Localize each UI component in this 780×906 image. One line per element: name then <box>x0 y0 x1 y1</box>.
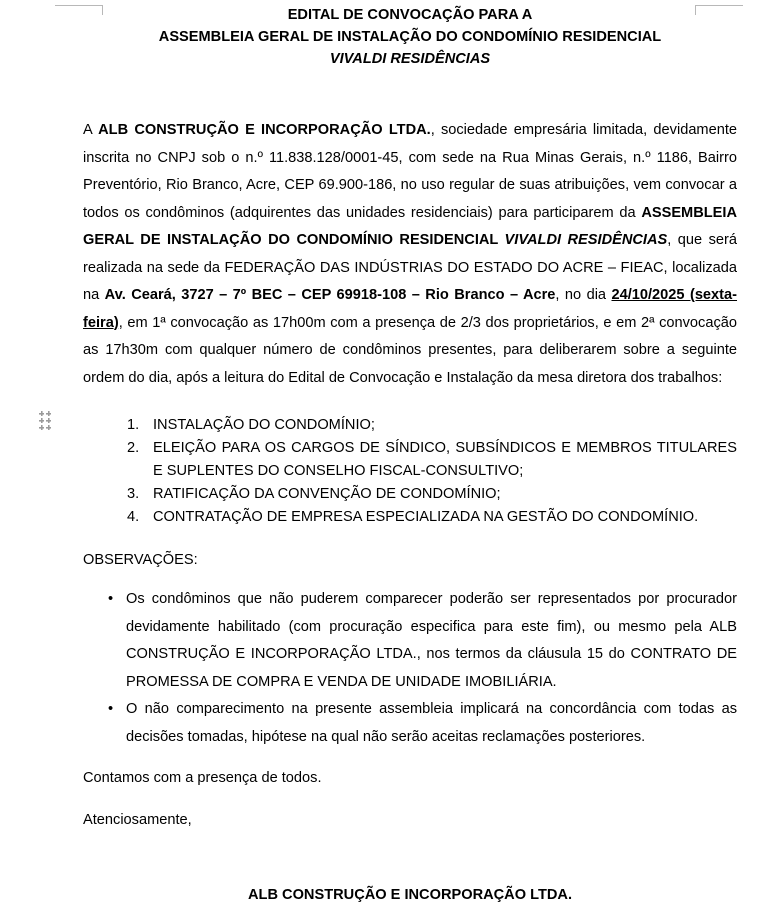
drag-handle-icon[interactable] <box>39 411 51 430</box>
list-item-number: 2. <box>127 440 140 456</box>
drag-handle-dot <box>46 411 51 416</box>
title-body-spacer <box>83 70 737 117</box>
intro-list-spacer <box>83 392 737 414</box>
list-item <box>83 586 737 696</box>
list-item-label: Os condôminos que não puderem comparecer poderão ser representados por procurador devidamente habilitado (com procuração especifica para este fim), ou mesmo pela ALB CONSTRUÇÃO E INCORPORAÇÃO LTDA., nos termos da cláusula 15 do CONTRATO DE PROMESSA DE COMPRA E VENDA DE UNIDADE IMOBILIÁRIA. <box>126 591 737 690</box>
intro-paragraph <box>83 117 737 392</box>
closing-spacer <box>83 793 737 807</box>
intro-text-1: A <box>83 122 99 138</box>
company-name-bold: ALB CONSTRUÇÃO E INCORPORAÇÃO LTDA. <box>98 122 431 138</box>
bullet-icon: • <box>108 591 114 607</box>
signature-spacer <box>83 834 737 884</box>
list-observations-spacer <box>83 529 737 549</box>
list-item-number: 4. <box>127 509 140 525</box>
intro-text-3: , que será realizada na sede da FEDERAÇÃO DAS INDÚSTRIAS DO ESTADO DO ACRE – FIEAC, localizada na <box>83 232 737 303</box>
drag-handle-dot <box>39 418 44 423</box>
assembly-name-bold: ASSEMBLEIA GERAL DE INSTALAÇÃO DO CONDOMÍNIO RESIDENCIAL <box>83 204 737 248</box>
list-item-label: CONTRATAÇÃO DE EMPRESA ESPECIALIZADA NA GESTÃO DO CONDOMÍNIO. <box>153 509 699 525</box>
drag-handle-dot <box>46 425 51 430</box>
observations-heading: OBSERVAÇÕES: <box>83 552 198 568</box>
meeting-date-bold-underline: 24/10/2025 (sexta-feira) <box>83 287 738 331</box>
document-body <box>83 0 737 906</box>
bullet-icon: • <box>108 701 114 717</box>
ordem-do-dia-list <box>83 414 737 529</box>
list-item-label: ELEIÇÃO PARA OS CARGOS DE SÍNDICO, SUBSÍNDICOS E MEMBROS TITULARES E SUPLENTES DO CONSELHO FISCAL-CONSULTIVO; <box>153 440 737 479</box>
intro-text-4: , no dia <box>555 287 612 303</box>
observations-closing-spacer <box>83 751 737 765</box>
drag-handle-dot <box>46 418 51 423</box>
list-item-number: 3. <box>127 486 140 502</box>
title-line-2: ASSEMBLEIA GERAL DE INSTALAÇÃO DO CONDOMÍNIO RESIDENCIAL <box>158 29 662 45</box>
list-item-label: O não comparecimento na presente assembleia implicará na concordância com todas as decisões tomadas, hipótese na qual não serão aceitas reclamações posteriores. <box>126 701 737 745</box>
title-line-1: EDITAL DE CONVOCAÇÃO PARA A <box>287 7 533 23</box>
intro-text-5: , em 1ª convocação as 17h00m com a presença de 2/3 dos proprietários, e em 2ª convocação as 17h30m com qualquer número de condôminos presentes, para deliberarem sobre a seguinte ordem do dia, após a leitura do Edital de Convocação e Instalação da mesa diretora dos trabalhos: <box>83 314 737 386</box>
list-item-number: 1. <box>127 417 140 433</box>
closing-line-salutation: Atenciosamente, <box>83 811 192 828</box>
list-item <box>83 506 737 529</box>
list-item-label: INSTALAÇÃO DO CONDOMÍNIO; <box>153 417 375 433</box>
observations-list <box>83 586 737 751</box>
document-title-block <box>83 0 737 70</box>
observations-heading-spacer <box>83 572 737 586</box>
drag-handle-dot <box>39 411 44 416</box>
title-line-3-condominium-name: VIVALDI RESIDÊNCIAS <box>329 51 491 67</box>
signature-company-name: ALB CONSTRUÇÃO E INCORPORAÇÃO LTDA. <box>247 887 573 903</box>
closing-line-attendance: Contamos com a presença de todos. <box>83 770 322 786</box>
list-item <box>83 483 737 506</box>
list-item-label: RATIFICAÇÃO DA CONVENÇÃO DE CONDOMÍNIO; <box>153 486 501 502</box>
drag-handle-dot <box>39 425 44 430</box>
list-item <box>83 696 737 751</box>
condominium-name-bold-italic: VIVALDI RESIDÊNCIAS <box>504 232 668 248</box>
venue-address-bold: Av. Ceará, 3727 – 7º BEC – CEP 69918-108 – Rio Branco – Acre <box>104 287 556 303</box>
intro-text-2: , sociedade empresária limitada, devidamente inscrita no CNPJ sob o n.º 11.838.128/0001-45, com sede na Rua Minas Gerais, n.º 1186, Bairro Preventório, Rio Branco, Acre, CEP 69.900-186, no uso regular de suas atribuições, vem convocar a todos os condôminos (adquirentes das unidades residenciais) para participarem da <box>83 122 737 221</box>
list-item <box>83 414 737 437</box>
list-item <box>83 437 737 483</box>
